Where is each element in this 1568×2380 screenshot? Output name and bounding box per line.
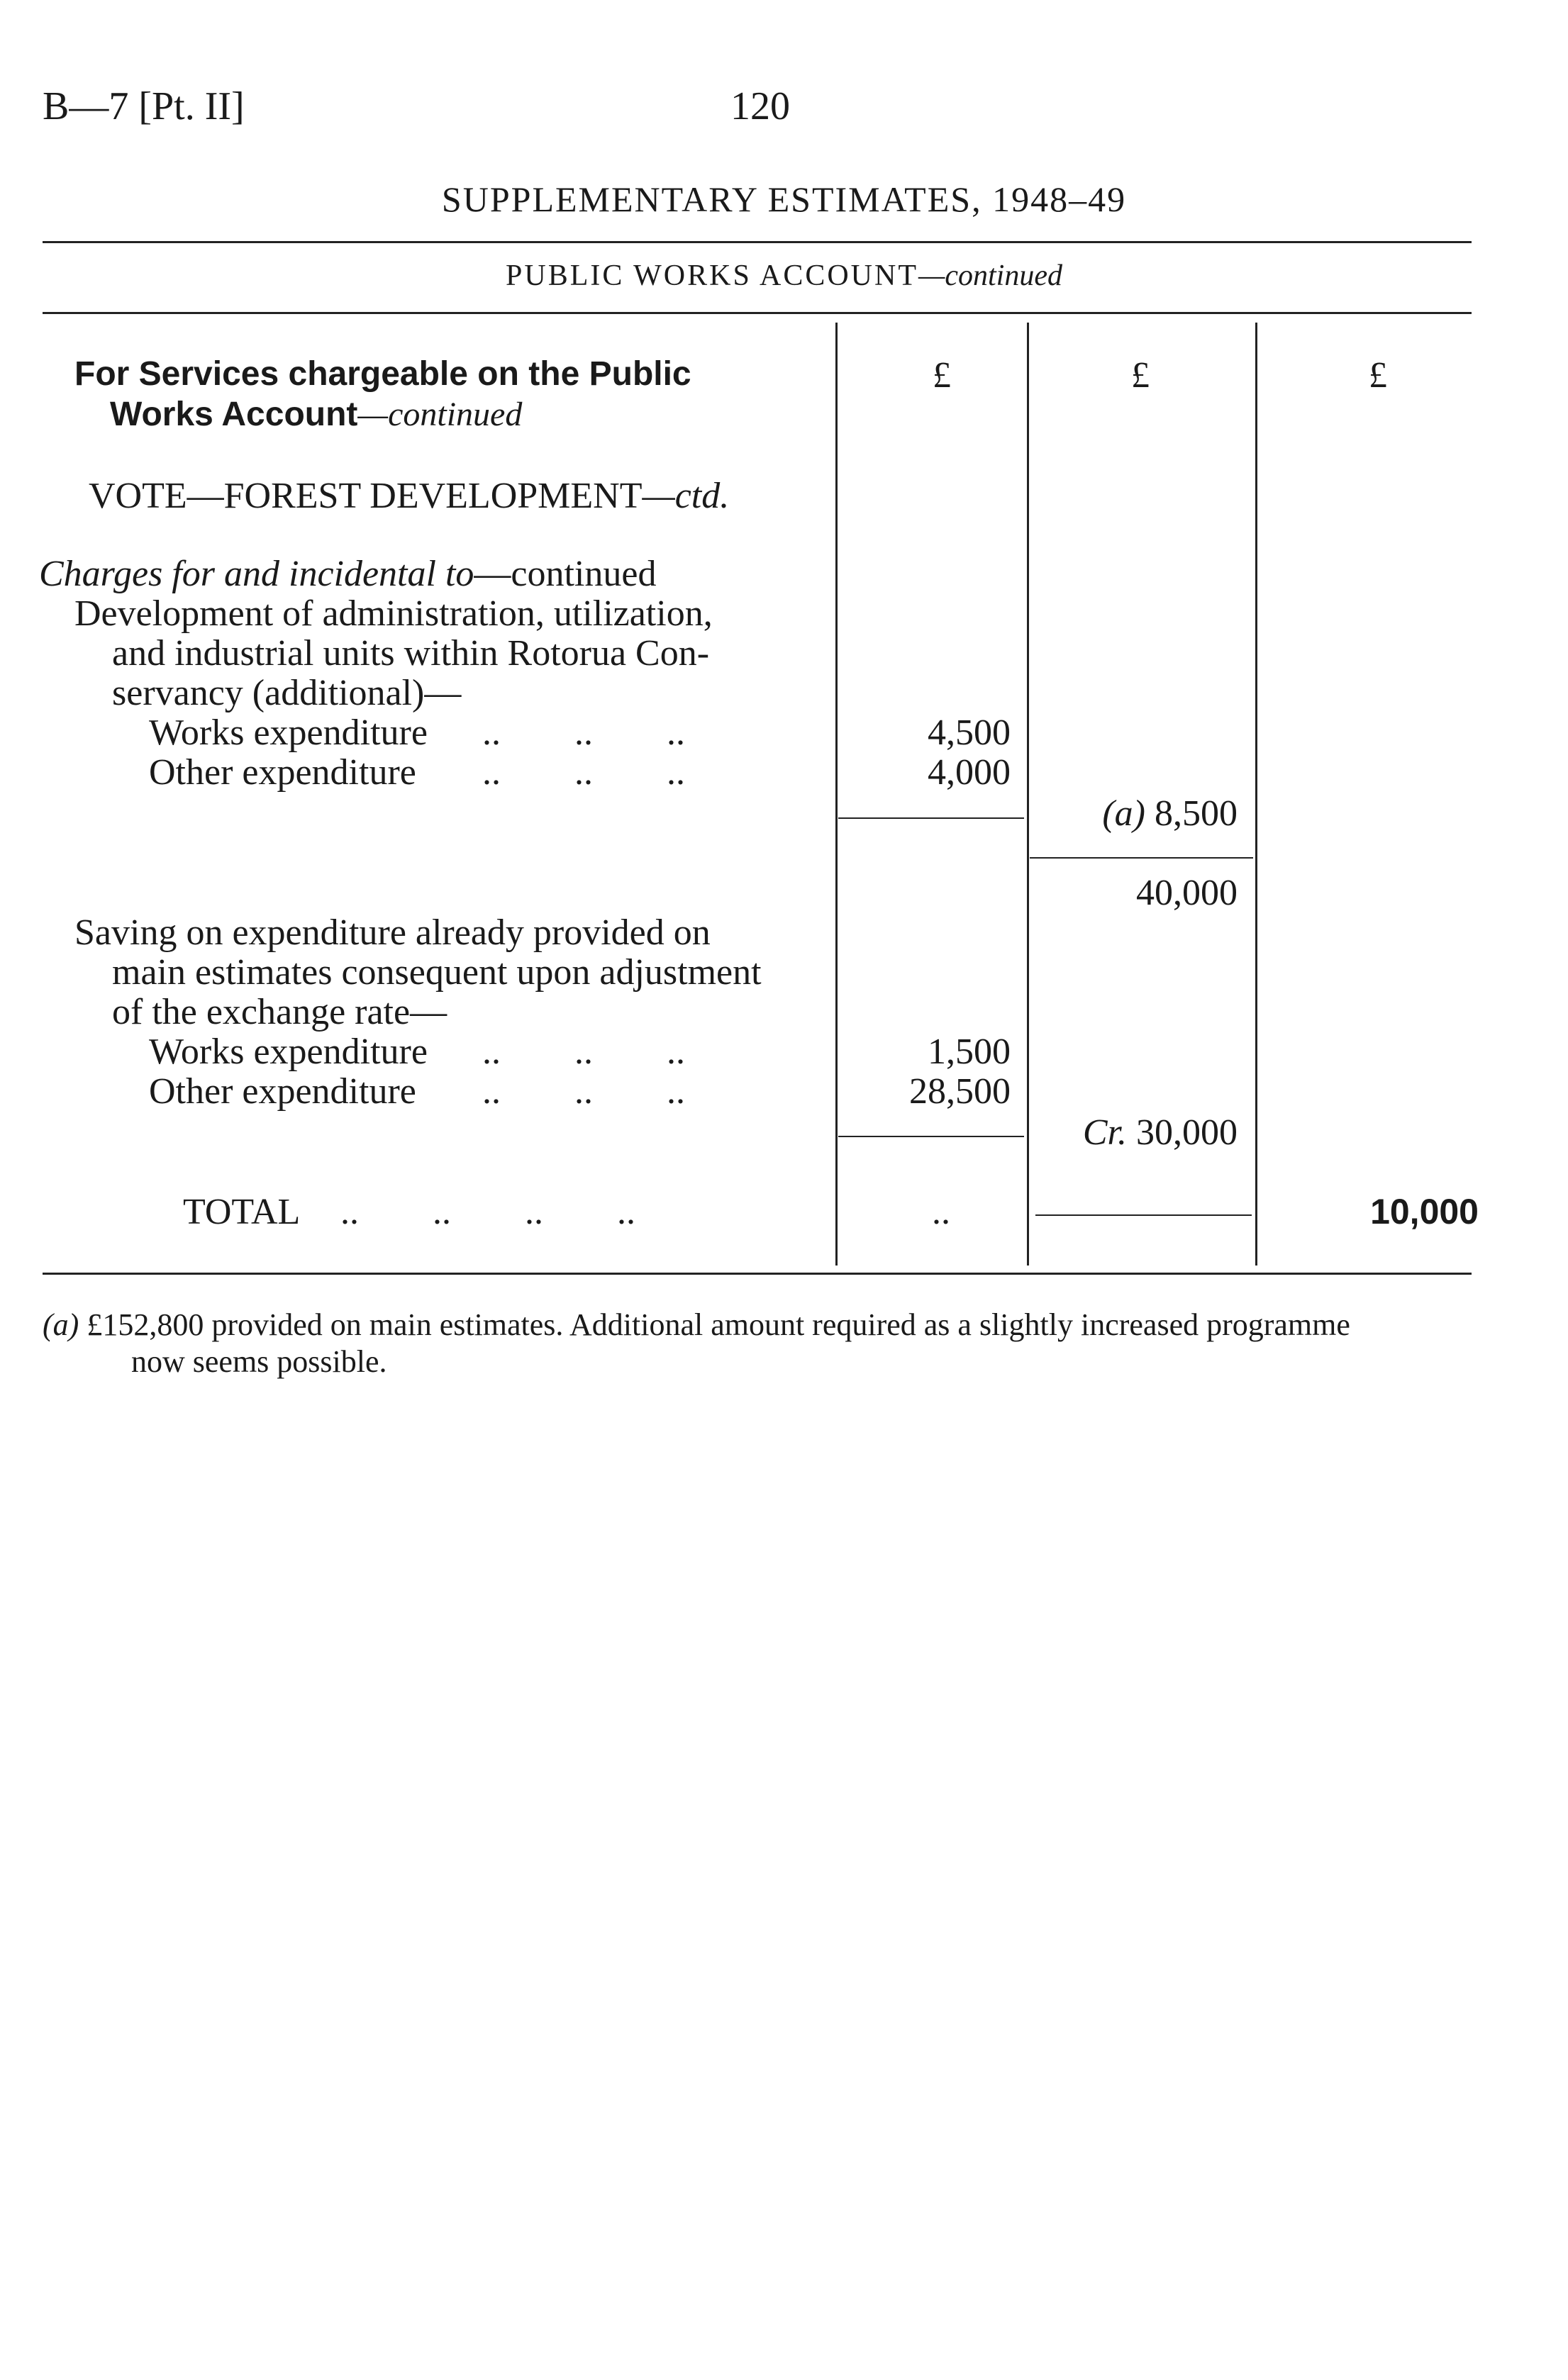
page-number: 120	[730, 84, 790, 128]
heading-line2-text: Works Account	[110, 396, 358, 433]
dev-subtotal-value: 8,500	[1155, 793, 1238, 834]
saving-description-line2: main estimates consequent upon adjustment	[112, 952, 762, 993]
vote-title-suffix: —ctd.	[642, 476, 730, 516]
table-heading-line1: For Services chargeable on the Public	[74, 355, 691, 393]
dev-subtotal	[1035, 793, 1238, 834]
charges-intro	[39, 553, 656, 595]
saving-subtotal	[1035, 1112, 1238, 1153]
currency-symbol-col2: £	[1131, 355, 1150, 396]
dev-item-other-label: Other expenditure	[149, 752, 416, 793]
column-divider-1	[835, 323, 838, 1266]
dev-description-line2: and industrial units within Rotorua Con-	[112, 633, 710, 674]
saving-item-works-label: Works expenditure	[149, 1032, 428, 1072]
saving-item-other-leaders: .. .. ..	[482, 1071, 685, 1112]
saving-item-works-amount: 1,500	[928, 1032, 1011, 1072]
document-reference: B—7 [Pt. II]	[43, 84, 245, 128]
total-leaders: .. .. .. ..	[340, 1192, 635, 1232]
saving-description-line1: Saving on expenditure already provided on	[74, 912, 711, 953]
dev-item-other-amount: 4,000	[928, 752, 1011, 793]
subtitle-suffix: —continued	[918, 259, 1062, 292]
rule-under-title	[43, 241, 1472, 243]
rule-under-subtitle	[43, 312, 1472, 314]
vote-title	[89, 475, 729, 517]
total-col1: ..	[932, 1192, 950, 1232]
charges-intro-suffix: —continued	[474, 554, 657, 594]
dev-item-other-leaders: .. .. ..	[482, 752, 685, 793]
dev-description-line1: Development of administration, utilization,	[74, 593, 713, 634]
rule-under-table	[43, 1273, 1472, 1275]
table-heading-line2	[110, 395, 522, 434]
footnote-line2: now seems possible.	[131, 1344, 387, 1379]
dev-item-works-amount: 4,500	[928, 713, 1011, 753]
dev-note-mark: (a)	[1102, 793, 1145, 834]
saving-subtotal-rule	[838, 1136, 1024, 1137]
carried-total-rule	[1030, 857, 1253, 859]
total-label: TOTAL	[183, 1192, 301, 1232]
page-subtitle	[0, 259, 1568, 293]
total-rule	[1035, 1214, 1252, 1216]
currency-symbol-col3: £	[1369, 355, 1387, 396]
page-title: SUPPLEMENTARY ESTIMATES, 1948–49	[441, 179, 1127, 219]
dev-item-works-label: Works expenditure	[149, 713, 428, 753]
vote-title-text: VOTE—FOREST DEVELOPMENT	[89, 476, 643, 516]
column-divider-2	[1027, 323, 1029, 1266]
dev-subtotal-rule	[838, 817, 1024, 819]
footnote-mark: (a)	[43, 1307, 79, 1342]
saving-item-other-amount: 28,500	[909, 1071, 1011, 1112]
footnote-text: £152,800 provided on main estimates. Additional amount required as a slightly increased programme	[87, 1307, 1350, 1342]
grand-total: 10,000	[1370, 1192, 1479, 1231]
saving-item-other-label: Other expenditure	[149, 1071, 416, 1112]
saving-prefix: Cr.	[1082, 1112, 1127, 1153]
heading-line2-suffix: —continued	[357, 396, 523, 433]
currency-symbol-col1: £	[933, 355, 951, 396]
saving-description-line3: of the exchange rate—	[112, 992, 447, 1032]
dev-item-works-leaders: .. .. ..	[482, 713, 685, 753]
charges-intro-text: Charges for and incidental to	[39, 554, 474, 594]
carried-total: 40,000	[1136, 873, 1238, 913]
saving-item-works-leaders: .. .. ..	[482, 1032, 685, 1072]
footnote-line1	[43, 1307, 1350, 1343]
subtitle-text: PUBLIC WORKS ACCOUNT	[506, 259, 918, 292]
dev-description-line3: servancy (additional)—	[112, 673, 462, 713]
column-divider-3	[1255, 323, 1257, 1266]
saving-subtotal-value: 30,000	[1136, 1112, 1238, 1153]
